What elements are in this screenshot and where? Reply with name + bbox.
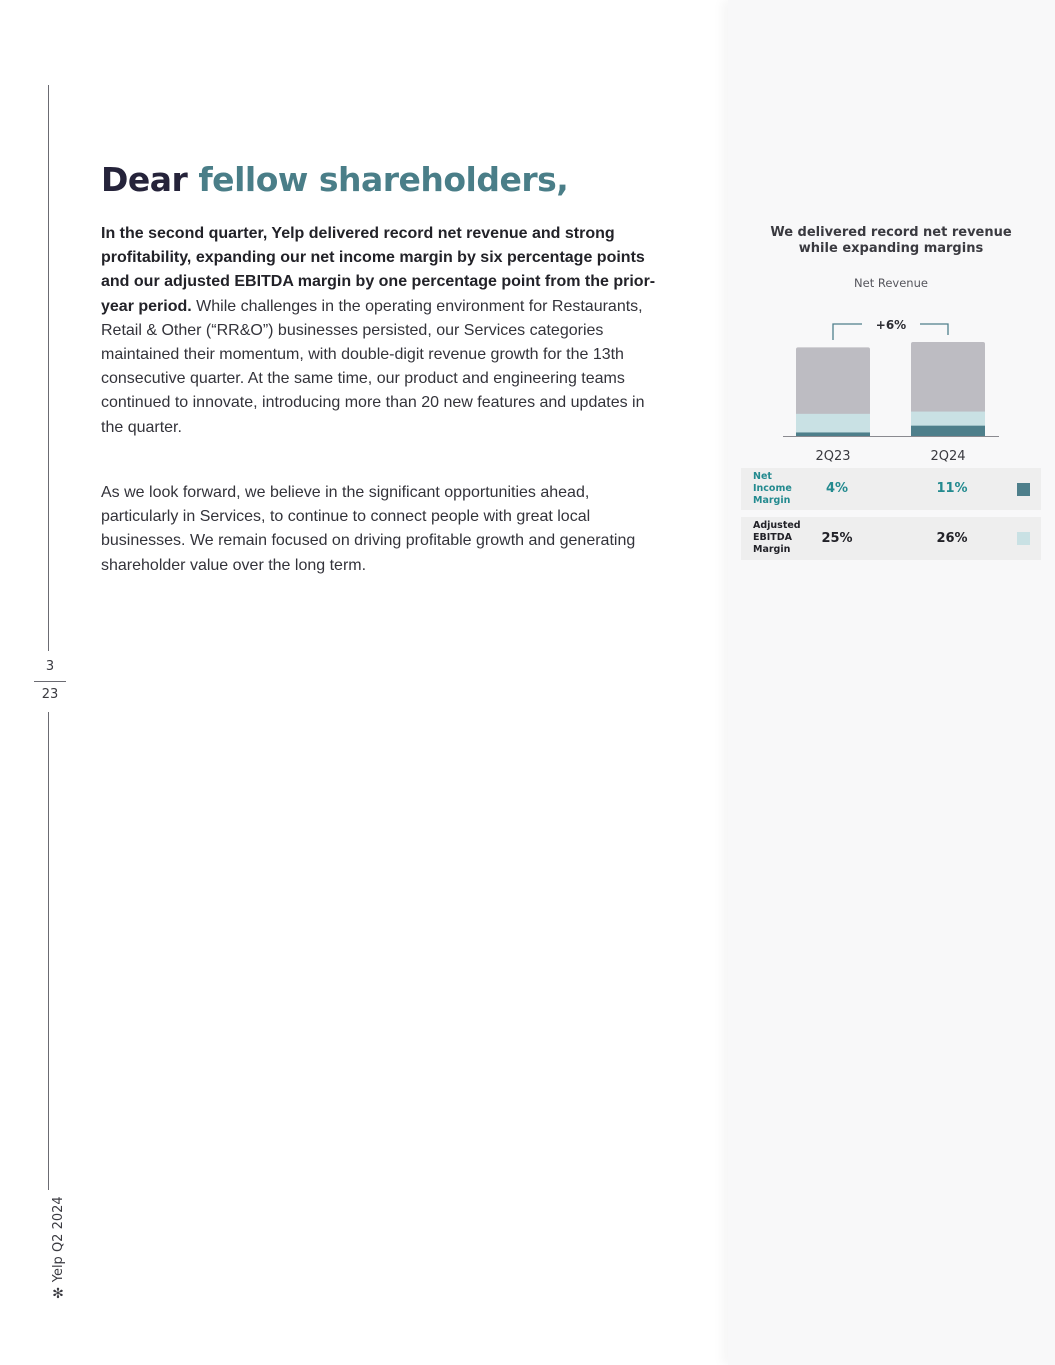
growth-label: +6% (875, 318, 907, 332)
adjusted-ebitda-margin-label: Adjusted EBITDA Margin (753, 520, 801, 555)
net-income-margin-row (741, 468, 1041, 510)
page-number-total: 23 (41, 687, 59, 702)
page-title-prefix: Dear (101, 160, 188, 199)
adjusted-ebitda-margin-2q24: 26% (936, 531, 968, 546)
intro-paragraph-rest: While challenges in the operating environment for Restaurants, Retail & Other (“RR&O”) businesses persisted, our Services categories maintained their momentum, with double-digit revenue growth for the 13th consecutive quarter. At the same time, our product and engineering teams continued to innovate, introducing more than 20 new features and updates in the quarter. (101, 297, 645, 436)
chart-title: We delivered record net revenue while expanding margins (770, 225, 1012, 256)
net-income-margin-2q24: 11% (936, 481, 968, 496)
page-number-divider (34, 681, 66, 682)
adjusted-ebitda-legend-swatch (1017, 532, 1030, 545)
page-title-accent: fellow shareholders, (198, 160, 569, 199)
bars-layer (796, 342, 985, 436)
x-tick-label-2q24: 2Q24 (930, 449, 966, 464)
net-income-segment-2q23 (796, 432, 870, 436)
net-income-segment-2q24 (911, 426, 985, 436)
net-revenue-chart (770, 305, 1020, 465)
adjusted-ebitda-margin-row (741, 517, 1041, 560)
intro-paragraph-bold: In the second quarter, Yelp delivered record net revenue and strong profitability, expanding our net income margin by six percentage points and our adjusted EBITDA margin by one percentage point from the prior-year period. (101, 225, 656, 315)
x-tick-label-2q23: 2Q23 (815, 449, 851, 464)
intro-paragraph (101, 222, 661, 440)
adjusted-ebitda-margin-2q23: 25% (821, 531, 853, 546)
left-rail-line-top (48, 85, 49, 651)
left-rail-line-bottom (48, 712, 49, 1190)
growth-bracket-right (920, 324, 948, 335)
yelp-burst-icon: ✻ (52, 1286, 64, 1303)
growth-bracket-left (833, 324, 862, 340)
net-income-margin-label: Net Income Margin (753, 471, 792, 506)
footer-label (50, 1196, 66, 1303)
footer-text: Yelp Q2 2024 (50, 1196, 66, 1283)
outlook-paragraph: As we look forward, we believe in the significant opportunities ahead, particularly in Services, to continue to connect people with great local businesses. We remain focused on driving profitable growth and generating shareholder value over the long term. (101, 484, 636, 574)
page-number-current: 3 (45, 659, 55, 674)
net-income-legend-swatch (1017, 483, 1030, 496)
page-title (101, 160, 568, 199)
chart-subtitle: Net Revenue (854, 276, 928, 290)
right-sidebar-panel (728, 0, 1055, 1365)
net-income-margin-2q23: 4% (825, 481, 849, 496)
